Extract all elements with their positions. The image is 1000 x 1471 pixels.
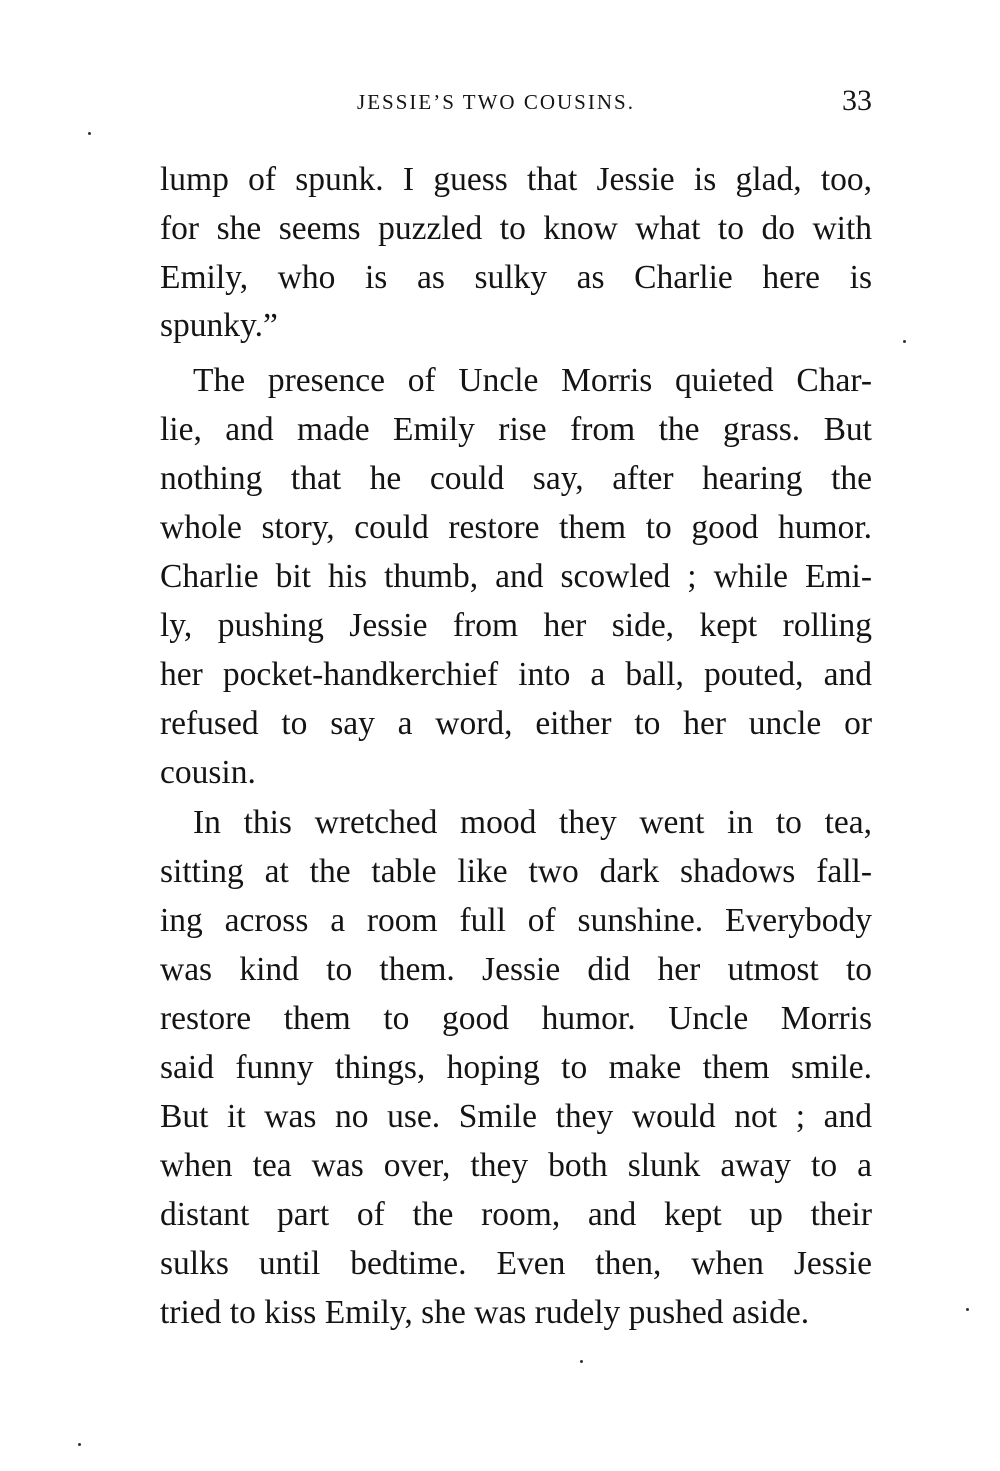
text-line: for she seems puzzled to know what to do with: [160, 210, 872, 247]
scan-speck: [78, 1443, 81, 1446]
text-line: ly, pushing Jessie from her side, kept rolling: [160, 607, 872, 644]
running-head: [160, 84, 872, 124]
page-number: 33: [842, 84, 872, 117]
text-line: Charlie bit his thumb, and scowled ; while Emi-: [160, 558, 872, 595]
text-line: whole story, could restore them to good humor.: [160, 509, 872, 546]
text-line: But it was no use. Smile they would not ; and: [160, 1098, 872, 1135]
text-line: spunky.”: [160, 307, 278, 344]
text-line: lie, and made Emily rise from the grass. But: [160, 411, 872, 448]
text-line: was kind to them. Jessie did her utmost to: [160, 951, 872, 988]
text-line: refused to say a word, either to her uncle or: [160, 705, 872, 742]
text-line: Emily, who is as sulky as Charlie here is: [160, 259, 872, 296]
text-line: cousin.: [160, 754, 256, 791]
text-line: said funny things, hoping to make them smile.: [160, 1049, 872, 1086]
text-line: distant part of the room, and kept up their: [160, 1196, 872, 1233]
scan-speck: [88, 132, 91, 135]
text-line: when tea was over, they both slunk away to a: [160, 1147, 872, 1184]
text-line: nothing that he could say, after hearing the: [160, 460, 872, 497]
running-title: JESSIE’S TWO COUSINS.: [357, 90, 635, 114]
text-line: sulks until bedtime. Even then, when Jessie: [160, 1245, 872, 1282]
text-line: tried to kiss Emily, she was rudely pushed aside.: [160, 1294, 810, 1331]
text-line: her pocket-handkerchief into a ball, pouted, and: [160, 656, 872, 693]
scan-speck: [966, 1308, 969, 1311]
scan-speck: [580, 1360, 583, 1363]
text-line: restore them to good humor. Uncle Morris: [160, 1000, 872, 1037]
text-line: The presence of Uncle Morris quieted Char-: [193, 362, 872, 399]
text-line: ing across a room full of sunshine. Everybody: [160, 902, 872, 939]
scan-speck: [903, 340, 906, 343]
text-line: In this wretched mood they went in to tea,: [193, 804, 872, 841]
text-line: sitting at the table like two dark shadows fall-: [160, 853, 872, 890]
text-line: lump of spunk. I guess that Jessie is glad, too,: [160, 161, 872, 198]
